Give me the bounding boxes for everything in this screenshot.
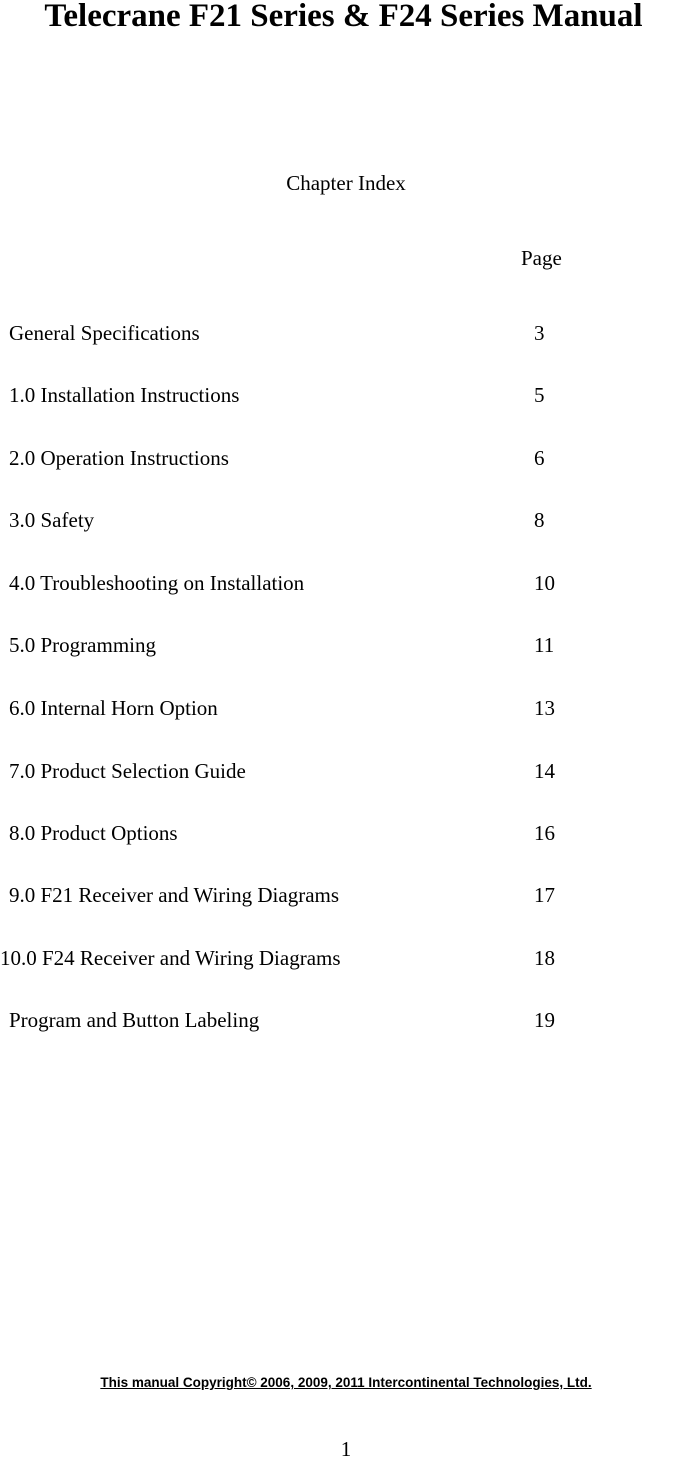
toc-entry-page: 8 (534, 508, 545, 532)
toc-entry-page: 11 (534, 633, 555, 657)
copyright-notice: This manual Copyright© 2006, 2009, 2011 Intercontinental Technologies, Ltd. (100, 1375, 592, 1390)
toc-entry[interactable] (0, 632, 687, 658)
page-number: 1 (340, 1437, 352, 1461)
toc-entry[interactable] (0, 945, 687, 971)
page-column-heading: Page (521, 246, 562, 270)
toc-entry[interactable] (0, 820, 687, 846)
toc-entry-page: 10 (534, 571, 555, 595)
toc-entry-page: 13 (534, 696, 555, 720)
toc-entry-page: 14 (534, 759, 555, 783)
toc-entry-page: 3 (534, 321, 545, 345)
toc-entry-page: 6 (534, 446, 545, 470)
toc-entry[interactable] (0, 758, 687, 784)
toc-entry-title: 9.0 F21 Receiver and Wiring Diagrams (9, 883, 340, 907)
toc-entry-title: 3.0 Safety (9, 508, 95, 532)
toc-entry-title: General Specifications (9, 321, 200, 345)
toc-entry-title: 1.0 Installation Instructions (9, 383, 240, 407)
toc-entry-page: 16 (534, 821, 555, 845)
toc-entry[interactable] (0, 570, 687, 596)
toc-entry-page: 18 (534, 946, 555, 970)
toc-entry[interactable] (0, 382, 687, 408)
toc-entry-title: 6.0 Internal Horn Option (9, 696, 218, 720)
toc-entry-page: 5 (534, 383, 545, 407)
toc-entry[interactable] (0, 1007, 687, 1033)
toc-entry-title: 8.0 Product Options (9, 821, 178, 845)
document-title: Telecrane F21 Series & F24 Series Manual (44, 0, 643, 34)
chapter-index-heading: Chapter Index (286, 171, 406, 195)
toc-entry-title: 2.0 Operation Instructions (9, 446, 229, 470)
toc-entry-title: 4.0 Troubleshooting on Installation (9, 571, 305, 595)
toc-entry-page: 19 (534, 1008, 555, 1032)
toc-entry-title: 10.0 F24 Receiver and Wiring Diagrams (0, 946, 341, 970)
toc-entry[interactable] (0, 695, 687, 721)
toc-entry[interactable] (0, 882, 687, 908)
toc-entry-title: Program and Button Labeling (9, 1008, 260, 1032)
toc-entry[interactable] (0, 320, 687, 346)
toc-entry-title: 7.0 Product Selection Guide (9, 759, 246, 783)
toc-entry-page: 17 (534, 883, 555, 907)
toc-entry[interactable] (0, 507, 687, 533)
toc-entry-title: 5.0 Programming (9, 633, 156, 657)
toc-entry[interactable] (0, 445, 687, 471)
